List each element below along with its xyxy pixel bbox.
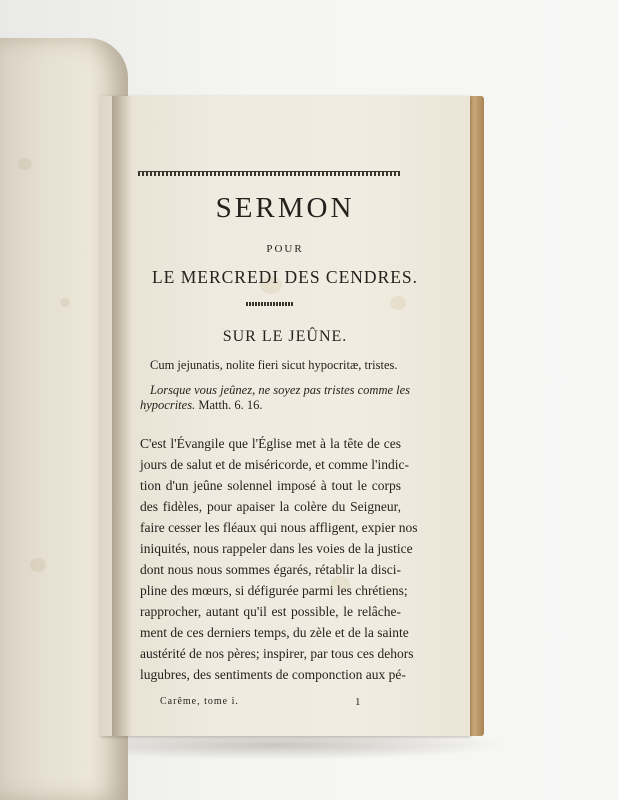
occasion-title: LE MERCREDI DES CENDRES. bbox=[151, 267, 419, 287]
sermon-title: SERMON bbox=[215, 192, 355, 224]
body-line: rapprocher, autant qu'il est possible, le relâche- bbox=[140, 604, 401, 619]
small-ornament-rule bbox=[246, 302, 294, 306]
pour-label: POUR bbox=[266, 243, 304, 255]
foxing-spot bbox=[30, 558, 46, 572]
epigraph-latin: Cum jejunatis, nolite fieri sicut hypocritæ, tristes. bbox=[150, 358, 398, 372]
body-line: ment de ces derniers temps, du zèle et de la sainte bbox=[140, 625, 409, 640]
epigraph-french-line2 bbox=[140, 398, 263, 413]
foxing-spot bbox=[18, 158, 32, 170]
signature-number: 1 bbox=[355, 696, 361, 708]
body-line: tion d'un jeûne solennel imposé à tout le corps bbox=[140, 478, 401, 493]
body-line: pline des mœurs, si défigurée parmi les chrétiens; bbox=[140, 583, 408, 598]
header-ornament-rule bbox=[138, 171, 400, 176]
body-line: C'est l'Évangile que l'Église met à la tête de ces bbox=[140, 436, 401, 451]
body-line: austérité de nos pères; inspirer, par tous ces dehors bbox=[140, 646, 414, 661]
subject-title: SUR LE JEÛNE. bbox=[222, 328, 348, 345]
body-line: lugubres, des sentiments de componction aux pé- bbox=[140, 667, 406, 682]
body-line: jours de salut et de miséricorde, et comme l'indic- bbox=[140, 457, 409, 472]
signature-mark: Carême, tome i. bbox=[160, 696, 239, 707]
foxing-spot bbox=[390, 296, 406, 310]
epigraph-french-italic: hypocrites. bbox=[140, 398, 196, 412]
body-line: faire cesser les fléaux qui nous affligent, expier nos bbox=[140, 520, 418, 535]
body-line: dont nous nous sommes égarés, rétablir la disci- bbox=[140, 562, 401, 577]
body-line: des fidèles, pour apaiser la colère du Seigneur, bbox=[140, 499, 401, 514]
body-line: iniquités, nous rappeler dans les voies de la justice bbox=[140, 541, 413, 556]
epigraph-french-line1: Lorsque vous jeûnez, ne soyez pas tristes comme les bbox=[150, 383, 411, 397]
epigraph-reference: Matth. 6. 16. bbox=[195, 398, 263, 412]
foxing-spot bbox=[60, 298, 70, 307]
book-cover-edge bbox=[468, 96, 484, 736]
